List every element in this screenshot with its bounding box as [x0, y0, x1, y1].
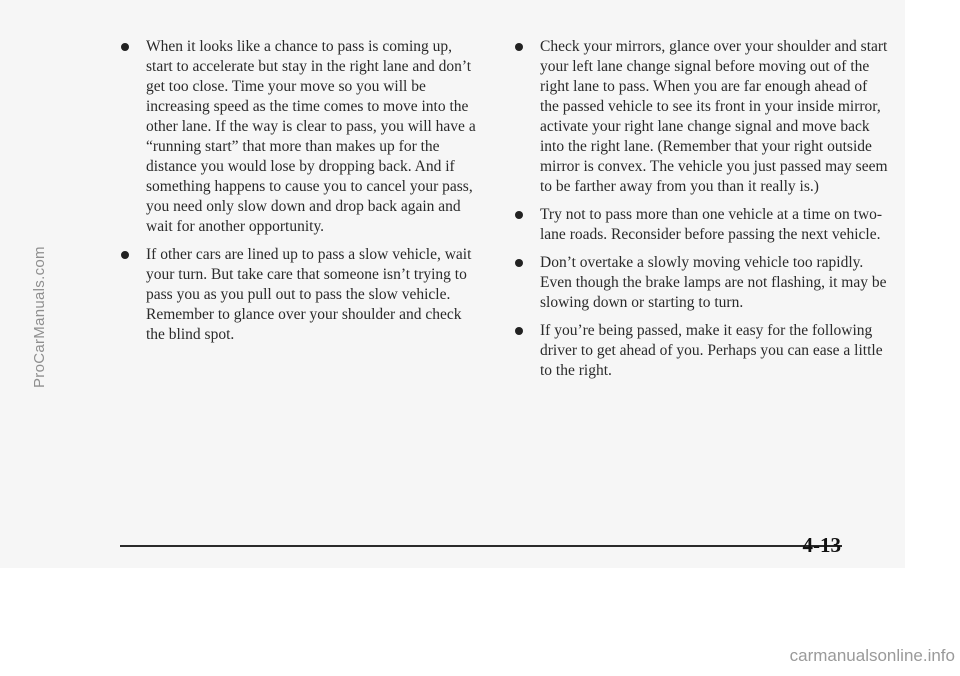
page-number: 4-13	[802, 533, 841, 557]
right-column	[514, 37, 890, 389]
bullet-text: Don’t overtake a slowly moving vehicle too rapidly. Even though the brake lamps are not flashing, it may be slowing down or starting to turn.	[540, 254, 887, 311]
bullet-icon	[515, 327, 523, 335]
bullet-item	[120, 245, 480, 345]
bullet-text: If you’re being passed, make it easy for the following driver to get ahead of you. Perhaps you can ease a little to the right.	[540, 322, 883, 379]
bullet-icon	[515, 211, 523, 219]
bullet-icon	[121, 43, 129, 51]
bullet-icon	[515, 43, 523, 51]
bullet-item	[514, 37, 890, 197]
bullet-text: When it looks like a chance to pass is coming up, start to accelerate but stay in the right lane and don’t get too close. Time your move so you will be increasing speed as the time comes to move into the other lane. If the way is clear to pass, you will have a “running start” that more than makes up for the distance you would lose by dropping back. And if something happens to cause you to cancel your pass, you need only slow down and drop back again and wait for another opportunity.	[146, 38, 476, 235]
bullet-item	[514, 205, 890, 245]
left-column	[120, 37, 480, 353]
footer-watermark: carmanualsonline.info	[789, 646, 955, 665]
bullet-item	[514, 321, 890, 381]
bullet-icon	[515, 259, 523, 267]
bullet-text: If other cars are lined up to pass a slow vehicle, wait your turn. But take care that someone isn’t trying to pass you as you pull out to pass the slow vehicle. Remember to glance over your shoulder and check the blind spot.	[146, 246, 472, 343]
footer-rule	[120, 545, 842, 547]
bullet-text: Try not to pass more than one vehicle at a time on two-lane roads. Reconsider before passing the next vehicle.	[540, 206, 883, 243]
side-watermark: ProCarManuals.com	[31, 246, 48, 388]
bullet-icon	[121, 251, 129, 259]
bullet-item	[120, 37, 480, 237]
bullet-item	[514, 253, 890, 313]
bullet-text: Check your mirrors, glance over your shoulder and start your left lane change signal before moving out of the right lane to pass. When you are far enough ahead of the passed vehicle to see its front in your inside mirror, activate your right lane change signal and move back into the right lane. (Remember that your right outside mirror is convex. The vehicle you just passed may seem to be farther away from you than it really is.)	[540, 38, 888, 195]
